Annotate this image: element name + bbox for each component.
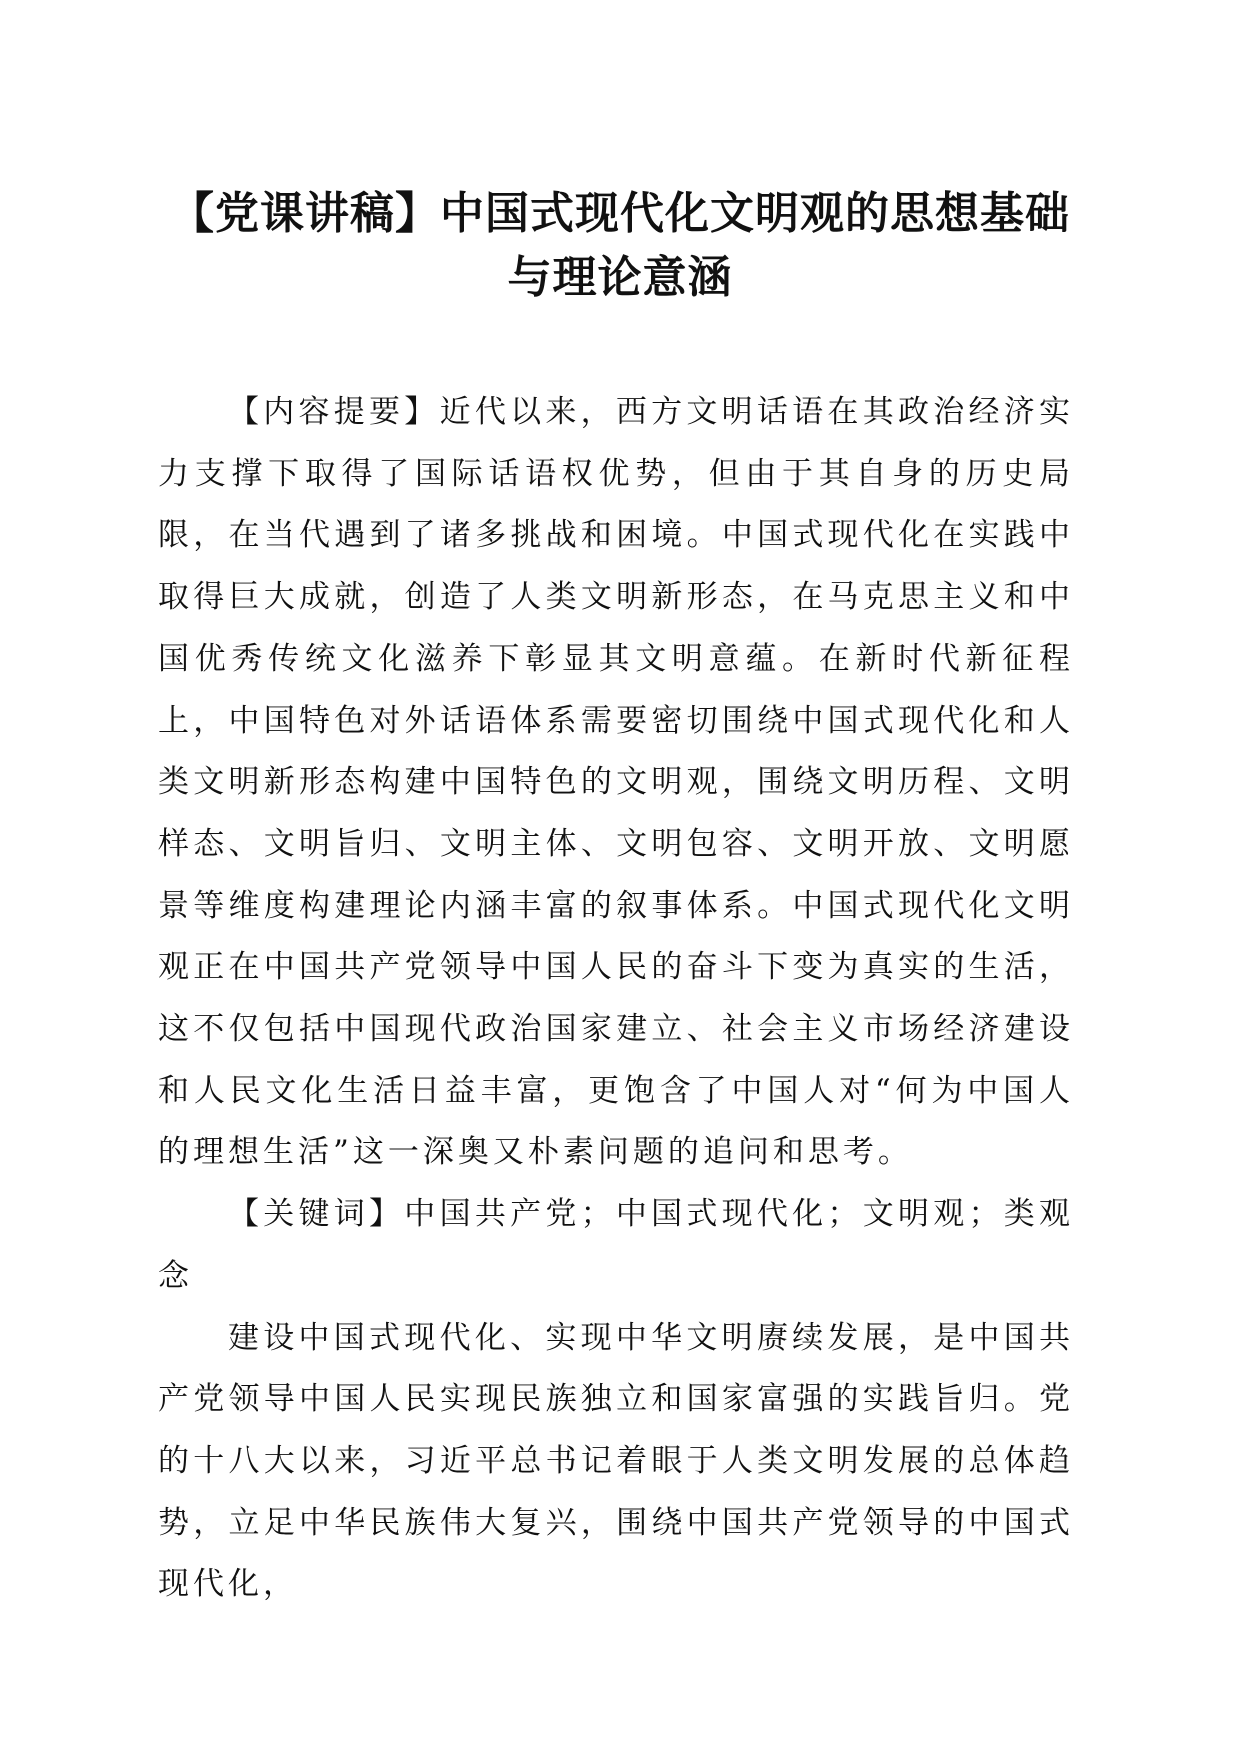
- body-paragraph: 建设中国式现代化、实现中华文明赓续发展，是中国共产党领导中国人民实现民族独立和国家富强的实践旨归。党的十八大以来，习近平总书记着眼于人类文明发展的总体趋势，立足中华民族伟大复兴，围绕中国共产党领导的中国式现代化，: [158, 1319, 1074, 1603]
- document-title: 【党课讲稿】中国式现代化文明观的思想基础与理论意涵: [170, 188, 1070, 303]
- keywords-paragraph: 【关键词】中国共产党；中国式现代化；文明观；类观念: [158, 1196, 1074, 1294]
- document-body: [158, 382, 1074, 1616]
- abstract-paragraph: 【内容提要】近代以来，西方文明话语在其政治经济实力支撑下取得了国际话语权优势，但由于其自身的历史局限，在当代遇到了诸多挑战和困境。中国式现代化在实践中取得巨大成就，创造了人类文明新形态，在马克思主义和中国优秀传统文化滋养下彰显其文明意蕴。在新时代新征程上，中国特色对外话语体系需要密切围绕中国式现代化和人类文明新形态构建中国特色的文明观，围绕文明历程、文明样态、文明旨归、文明主体、文明包容、文明开放、文明愿景等维度构建理论内涵丰富的叙事体系。中国式现代化文明观正在中国共产党领导中国人民的奋斗下变为真实的生活，这不仅包括中国现代政治国家建立、社会主义市场经济建设和人民文化生活日益丰富，更饱含了中国人对“何为中国人的理想生活”这一深奥又朴素问题的追问和思考。: [158, 394, 1074, 1171]
